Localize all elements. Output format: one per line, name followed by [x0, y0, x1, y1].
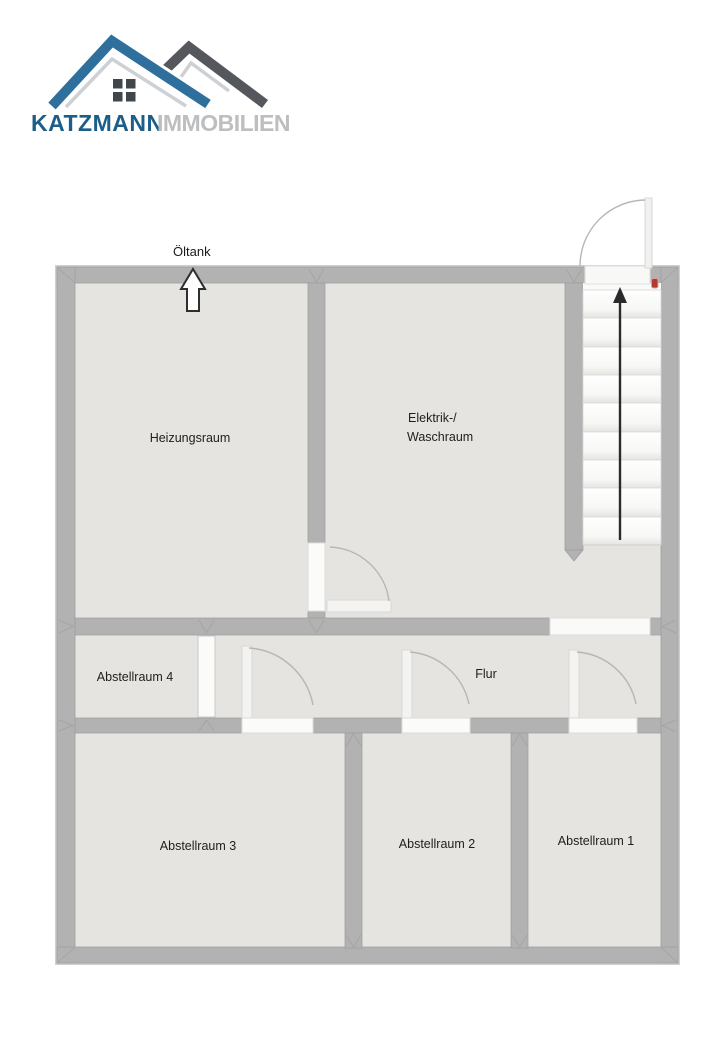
- label-abstellraum-2: Abstellraum 2: [398, 837, 476, 851]
- label-abstellraum-1: Abstellraum 1: [557, 834, 635, 848]
- brand-name-secondary: IMMOBILIEN: [157, 110, 290, 136]
- red-dot-marker-icon: [652, 279, 659, 289]
- label-elektrik-line2: Waschraum: [407, 430, 474, 444]
- wall-abstellraum2-1: [511, 733, 528, 948]
- floor-plan: [56, 198, 679, 964]
- opening-flur-waschraum: [550, 618, 650, 635]
- wall-outer-bottom: [57, 947, 678, 963]
- wall-abstellraum3-2: [345, 733, 362, 948]
- roof-window-icon: [113, 79, 136, 102]
- label-flur: Flur: [475, 667, 497, 681]
- door-abstellraum-4: [198, 636, 215, 717]
- staircase: [583, 279, 661, 546]
- katzmann-logo: [31, 41, 290, 136]
- wall-outer-left: [57, 267, 75, 963]
- label-heizungsraum: Heizungsraum: [149, 431, 231, 445]
- label-elektrik-line1: Elektrik-/: [408, 411, 457, 425]
- wall-heizung-wasch: [308, 283, 325, 543]
- wall-outer-right: [661, 267, 678, 963]
- wall-stairwell: [565, 283, 583, 550]
- label-abstellraum-3: Abstellraum 3: [159, 839, 237, 853]
- label-abstellraum-4: Abstellraum 4: [96, 670, 174, 684]
- stair-treads: [583, 290, 661, 545]
- door-swing-arc: [580, 200, 645, 266]
- door-stair-exterior: [580, 198, 652, 284]
- roof-logo-icon: [52, 41, 265, 107]
- oil-tank-label: Öltank: [173, 244, 211, 259]
- brand-name-primary: KATZMANN: [31, 110, 164, 136]
